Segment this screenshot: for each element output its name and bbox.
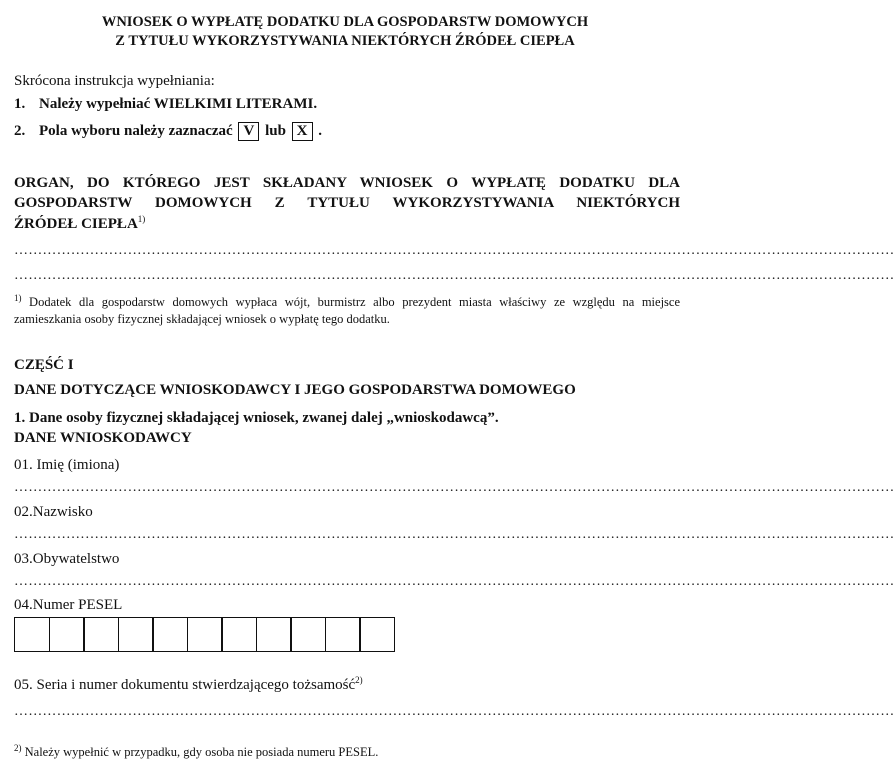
pesel-digit-11[interactable] [359,617,395,652]
instruction-item-2-text: Pola wyboru należy zaznaczać [39,123,233,139]
footnote-1-text-1: Dodatek dla gospodarstw domowych wypłaca wójt, burmistrz albo prezydent miasta właściwy ze względu na miejsce [29,295,681,310]
footnote-2 [14,743,378,760]
field-02-label: 02.Nazwisko [14,504,93,520]
field-04-label: 04.Numer PESEL [14,597,123,613]
footnote-2-text: Należy wypełnić w przypadku, gdy osoba nie posiada numeru PESEL. [24,745,379,760]
footnote-1-mark: 1) [14,293,22,303]
part-1-title: DANE DOTYCZĄCE WNIOSKODAWCY I JEGO GOSPODARSTWA DOMOWEGO [14,382,576,398]
field-05-label-text: 05. Seria i numer dokumentu stwierdzającego tożsamość [14,677,356,693]
checkbox-example-v: V [238,122,259,141]
organ-input-line-1[interactable]: …………………………………………………………………………………………………………………………………………………………………… [14,243,894,258]
form-title-line-1: WNIOSEK O WYPŁATĘ DODATKU DLA GOSPODARSTW DOMOWYCH [101,14,589,30]
instruction-item-2-or: lub [265,123,286,139]
organ-heading-line-3-text: ŹRÓDEŁ CIEPŁA [14,216,138,232]
footnote-1-line-2: zamieszkania osoby fizycznej składającej wniosek o wypłatę tego dodatku. [14,312,390,326]
field-05-input[interactable]: …………………………………………………………………………………………………………………………………………………………………… [14,704,894,719]
instruction-item-1 [14,96,317,113]
pesel-digit-2[interactable] [49,617,85,652]
field-03-input[interactable]: …………………………………………………………………………………………………………………………………………………………………… [14,574,894,589]
footnote-ref-1: 1) [137,214,146,224]
field-01-label: 01. Imię (imiona) [14,457,120,473]
instruction-item-1-text: Należy wypełniać WIELKIMI LITERAMI. [39,96,318,112]
applicant-data-subheading: DANE WNIOSKODAWCY [14,430,192,446]
field-05-label [14,675,363,694]
organ-heading-line-2: GOSPODARSTW DOMOWYCH Z TYTUŁU WYKORZYSTYWANIA NIEKTÓRYCH [14,195,680,211]
pesel-digit-3[interactable] [83,617,119,652]
pesel-digit-9[interactable] [290,617,326,652]
section-1-heading: 1. Dane osoby fizycznej składającej wniosek, zwanej dalej „wnioskodawcą”. [14,410,499,426]
pesel-digit-4[interactable] [118,617,154,652]
instruction-item-2-period: . [318,123,323,139]
pesel-input-grid [14,617,395,652]
footnote-2-mark: 2) [14,743,22,753]
instructions-heading: Skrócona instrukcja wypełniania: [14,73,215,89]
pesel-digit-6[interactable] [187,617,223,652]
organ-heading-line-1: ORGAN, DO KTÓREGO JEST SKŁADANY WNIOSEK O WYPŁATĘ DODATKU DLA [14,175,680,191]
pesel-digit-5[interactable] [152,617,188,652]
form-title-line-2: Z TYTUŁU WYKORZYSTYWANIA NIEKTÓRYCH ŹRÓDEŁ CIEPŁA [115,33,575,49]
pesel-digit-10[interactable] [325,617,361,652]
pesel-digit-7[interactable] [221,617,257,652]
field-01-input[interactable]: …………………………………………………………………………………………………………………………………………………………………… [14,480,894,495]
field-03-label: 03.Obywatelstwo [14,551,120,567]
checkbox-example-x: X [292,122,313,141]
part-1-label: CZĘŚĆ I [14,357,74,373]
organ-heading-line-3 [14,214,145,233]
instruction-item-2 [14,122,322,141]
organ-input-line-2[interactable]: …………………………………………………………………………………………………………………………………………………………………… [14,268,894,283]
instruction-item-1-number: 1. [14,96,26,112]
instruction-item-2-number: 2. [14,123,26,139]
pesel-digit-1[interactable] [14,617,50,652]
pesel-digit-8[interactable] [256,617,292,652]
footnote-1-line-1 [14,293,680,310]
footnote-ref-2: 2) [355,675,363,685]
field-02-input[interactable]: …………………………………………………………………………………………………………………………………………………………………… [14,527,894,542]
